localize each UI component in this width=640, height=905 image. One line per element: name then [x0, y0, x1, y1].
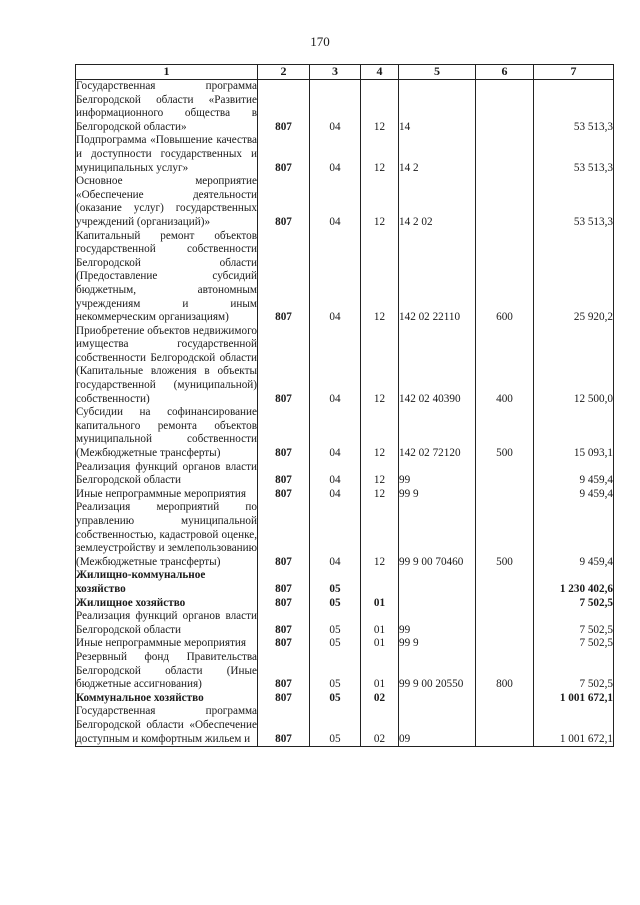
row-sum: 7 502,5	[534, 610, 614, 637]
row-expense-type: 500	[476, 406, 534, 460]
row-name: Иные непрограммные мероприятия	[76, 637, 258, 651]
row-subsection: 01	[361, 637, 399, 651]
row-name: Основное мероприятие «Обеспечение деятельности (оказание услуг) государственных учреждений (организаций)»	[76, 175, 257, 228]
row-sum: 15 093,1	[534, 406, 614, 460]
row-sum: 9 459,4	[534, 488, 614, 502]
table-row	[76, 610, 614, 637]
row-sum: 1 001 672,1	[534, 705, 614, 746]
row-sum: 53 513,3	[534, 175, 614, 229]
row-subsection: 12	[361, 175, 399, 229]
row-code: 807	[258, 597, 310, 611]
row-code: 807	[258, 230, 310, 325]
row-target-article: 09	[399, 705, 476, 746]
row-code: 807	[258, 501, 310, 569]
row-section: 05	[310, 705, 361, 746]
row-subsection: 01	[361, 610, 399, 637]
table-row	[76, 651, 614, 692]
table-row	[76, 692, 614, 706]
table-row	[76, 230, 614, 325]
row-code: 807	[258, 406, 310, 460]
table-row	[76, 637, 614, 651]
row-code: 807	[258, 134, 310, 175]
row-subsection: 12	[361, 80, 399, 135]
row-code: 807	[258, 488, 310, 502]
header-col-4: 4	[361, 65, 399, 80]
row-expense-type	[476, 569, 534, 596]
row-sum: 9 459,4	[534, 461, 614, 488]
row-expense-type	[476, 610, 534, 637]
row-section: 04	[310, 406, 361, 460]
row-section: 04	[310, 461, 361, 488]
header-col-2: 2	[258, 65, 310, 80]
row-sum: 12 500,0	[534, 325, 614, 407]
row-name: Субсидии на софинансирование капитального ремонта объектов муниципальной собственности (Межбюджетные трансферты)	[76, 406, 257, 460]
row-section: 05	[310, 610, 361, 637]
row-expense-type	[476, 461, 534, 488]
row-name: Реализация мероприятий по управлению муниципальной собственностью, кадастровой оценке, землеустройству и землепользованию (Межбюджетные трансферты)	[76, 501, 257, 568]
row-code: 807	[258, 569, 310, 596]
row-target-article: 99 9 00 20550	[399, 651, 476, 692]
row-section: 04	[310, 175, 361, 229]
row-section: 04	[310, 325, 361, 407]
table-body	[76, 80, 614, 747]
row-section: 05	[310, 651, 361, 692]
row-subsection: 12	[361, 230, 399, 325]
table-row	[76, 569, 614, 596]
row-name: Капитальный ремонт объектов государственной собственности Белгородской области (Предоставление субсидий бюджетным, автономным учреждениям и иным некоммерческим организациям)	[76, 229, 257, 324]
row-name: Приобретение объектов недвижимого имущества государственной собственности Белгородской области (Капитальные вложения в объекты государственной (муниципальной) собственности)	[76, 324, 257, 405]
row-subsection: 12	[361, 134, 399, 175]
row-subsection: 12	[361, 461, 399, 488]
row-name: Реализация функций органов власти Белгородской области	[76, 610, 257, 636]
row-name: Государственная программа Белгородской области «Обеспечение доступным и комфортным жильем и	[76, 705, 258, 746]
row-sum: 9 459,4	[534, 501, 614, 569]
table-row	[76, 597, 614, 611]
table-row	[76, 134, 614, 175]
row-section: 04	[310, 230, 361, 325]
header-col-6: 6	[476, 65, 534, 80]
table-row	[76, 325, 614, 407]
table-row	[76, 488, 614, 502]
row-section: 04	[310, 501, 361, 569]
row-target-article: 99 9	[399, 488, 476, 502]
budget-table	[75, 64, 614, 747]
table-row	[76, 80, 614, 135]
row-target-article: 142 02 72120	[399, 406, 476, 460]
row-expense-type	[476, 488, 534, 502]
row-expense-type	[476, 134, 534, 175]
row-code: 807	[258, 651, 310, 692]
row-code: 807	[258, 80, 310, 135]
row-name: Государственная программа Белгородской области «Развитие информационного общества в Белгородской области»	[76, 80, 257, 133]
row-expense-type	[476, 175, 534, 229]
row-target-article: 99 9	[399, 637, 476, 651]
row-expense-type	[476, 705, 534, 746]
row-section: 05	[310, 692, 361, 706]
row-sum: 53 513,3	[534, 134, 614, 175]
table-row	[76, 406, 614, 460]
row-section: 05	[310, 637, 361, 651]
row-name: Жилищно-коммунальное хозяйство	[76, 569, 258, 596]
row-subsection: 02	[361, 692, 399, 706]
row-sum: 7 502,5	[534, 651, 614, 692]
row-subsection: 12	[361, 406, 399, 460]
table-row	[76, 461, 614, 488]
row-target-article: 142 02 22110	[399, 230, 476, 325]
row-subsection: 12	[361, 488, 399, 502]
row-expense-type	[476, 597, 534, 611]
row-target-article: 99	[399, 610, 476, 637]
row-target-article: 99	[399, 461, 476, 488]
row-expense-type	[476, 637, 534, 651]
row-expense-type: 500	[476, 501, 534, 569]
row-expense-type	[476, 80, 534, 135]
page-number: 170	[310, 34, 330, 49]
row-name: Подпрограмма «Повышение качества и доступности государственных и муниципальных услуг»	[76, 134, 257, 174]
row-code: 807	[258, 637, 310, 651]
row-subsection: 01	[361, 651, 399, 692]
row-subsection	[361, 569, 399, 596]
row-code: 807	[258, 705, 310, 746]
row-code: 807	[258, 610, 310, 637]
row-expense-type	[476, 692, 534, 706]
table-row	[76, 501, 614, 569]
row-target-article: 14 2 02	[399, 175, 476, 229]
table-row	[76, 705, 614, 746]
row-sum: 1 230 402,6	[534, 569, 614, 596]
row-target-article: 14	[399, 80, 476, 135]
row-sum: 7 502,5	[534, 597, 614, 611]
row-target-article	[399, 569, 476, 596]
row-name: Коммунальное хозяйство	[76, 692, 258, 706]
row-subsection: 01	[361, 597, 399, 611]
row-subsection: 12	[361, 501, 399, 569]
row-code: 807	[258, 175, 310, 229]
table-header	[76, 65, 614, 80]
row-subsection: 12	[361, 325, 399, 407]
row-section: 04	[310, 134, 361, 175]
row-target-article: 14 2	[399, 134, 476, 175]
row-expense-type: 800	[476, 651, 534, 692]
row-target-article: 99 9 00 70460	[399, 501, 476, 569]
row-section: 04	[310, 488, 361, 502]
row-name: Реализация функций органов власти Белгородской области	[76, 460, 257, 487]
row-expense-type: 600	[476, 230, 534, 325]
row-code: 807	[258, 692, 310, 706]
row-target-article	[399, 692, 476, 706]
row-name: Жилищное хозяйство	[76, 597, 258, 611]
row-sum: 53 513,3	[534, 80, 614, 135]
table-row	[76, 175, 614, 229]
row-sum: 7 502,5	[534, 637, 614, 651]
row-expense-type: 400	[476, 325, 534, 407]
row-target-article	[399, 597, 476, 611]
row-sum: 25 920,2	[534, 230, 614, 325]
row-name: Иные непрограммные мероприятия	[76, 488, 258, 502]
header-col-7: 7	[534, 65, 614, 80]
header-col-1: 1	[76, 65, 258, 80]
row-section: 05	[310, 569, 361, 596]
header-col-3: 3	[310, 65, 361, 80]
row-subsection: 02	[361, 705, 399, 746]
header-col-5: 5	[399, 65, 476, 80]
row-code: 807	[258, 461, 310, 488]
row-sum: 1 001 672,1	[534, 692, 614, 706]
row-section: 04	[310, 80, 361, 135]
row-section: 05	[310, 597, 361, 611]
row-target-article: 142 02 40390	[399, 325, 476, 407]
row-name: Резервный фонд Правительства Белгородской области (Иные бюджетные ассигнования)	[76, 650, 257, 691]
row-code: 807	[258, 325, 310, 407]
